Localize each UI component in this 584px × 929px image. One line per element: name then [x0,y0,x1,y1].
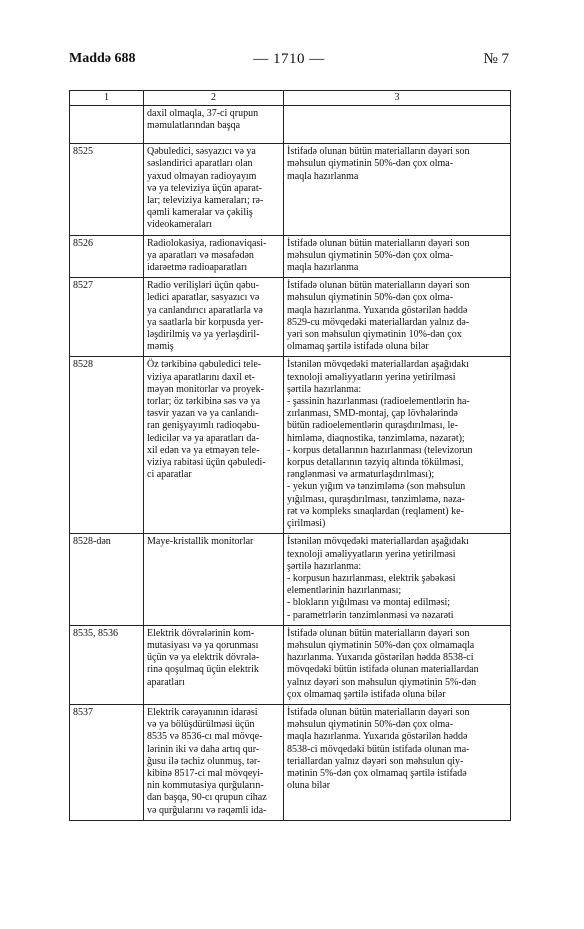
article-label: Maddə 688 [69,51,136,66]
description-cell: Maye-kristallik monitorlar [144,534,284,625]
table-row [70,106,511,144]
page-header [69,51,509,71]
hs-code-cell: 8525 [70,144,144,235]
table-row [70,704,511,820]
hs-code-cell: 8528-dən [70,534,144,625]
hs-code-cell [70,106,144,144]
condition-cell: İstifadə olunan bütün materialların dəyəri son məhsulun qiymətinin 50%-dən çox olmamaqla hazırlanma. Yuxarıda göstərilən həddə 8538-ci mövqedəki bütün istifadə olunan materiallardan yalnız dəyəri son məhsulun qiymətinin 5%-dən çox olmamaq şərtilə istifadə oluna bilər [284,625,511,704]
description-cell: Elektrik cərəyanının idarəsi və ya bölüşdürülməsi üçün 8535 və 8536-cı mal mövqe- lərinin iki və daha artıq qur- ğusu ilə təchiz olunmuş, tər- kibinə 8517-ci mal mövqeyi- nin kommutasiya qurğuların- dan başqa, 90-cı qrupun cihaz və qurğularını və rəqəmli ida- [144,704,284,820]
condition-cell: İstənilən mövqedəki materiallardan aşağıdakı texnoloji əməliyyatların yerinə yetirilməsi şərtilə hazırlanma: - şassinin hazırlanması (radioelementlərin ha- zırlanması, SMD-montaj, çap lövhələrində bütün radioelementlərin quraşdırılması, le- himləmə, diaqnostika, tənzimləmə, nəzarət); - korpus detallarının hazırlanması (televizorun korpus detallarının təzyiq altında tökülməsi, rənglənməsi və armaturlaşdırılması); - yekun yığım və tənzimləmə (son məhsulun yığılması, quraşdırılması, tənzimləmə, nəza- rət və kompleks sınaqlardan (reqlament) ke- çirilməsi) [284,357,511,534]
table-row [70,235,511,278]
page-number: — 1710 — [253,51,325,67]
hs-code-cell: 8537 [70,704,144,820]
condition-cell: İstifadə olunan bütün materialların dəyəri son məhsulun qiymətinin 50%-dən çox olma- maqla hazırlanma. Yuxarıda göstərilən həddə 8538-ci mövqedəki bütün istifadə olunan ma- teriallardan yalnız dəyəri son məhsulun qiy- mətinin 5%-dən çox olmamaq şərtilə istifadə oluna bilər [284,704,511,820]
column-header: 2 [144,91,284,106]
hs-code-cell: 8526 [70,235,144,278]
description-cell: Öz tərkibinə qəbuledici tele- viziya aparatlarını daxil et- məyən monitorlar və proyek- torlar; öz tərkibinə səs və ya təsvir yazan və ya canlandı- ran genişyayımlı radioqəbu- ledicilər və ya aparatları da- xil edən və ya etməyən tele- viziya rabitəsi üçün qəbuledi- ci aparatlar [144,357,284,534]
description-cell: Elektrik dövrələrinin kom- mutasiyası və ya qorunması üçün və ya elektrik dövrələ- rinə qoşulmaq üçün elektrik aparatları [144,625,284,704]
condition-cell: İstifadə olunan bütün materialların dəyəri son məhsulun qiymətinin 50%-dən çox olma- maqla hazırlanma [284,144,511,235]
condition-cell: İstifadə olunan bütün materialların dəyəri son məhsulun qiymətinin 50%-dən çox olma- maqla hazırlanma [284,235,511,278]
description-cell: Qəbuledici, səsyazıcı və ya səsləndirici aparatları olan yaxud olmayan radioyayım və ya televiziya üçün aparat- lar; televiziya kameraları; rə- qəmli kameralar və çəkiliş videokameraları [144,144,284,235]
issue-number: № 7 [483,51,509,67]
column-header: 1 [70,91,144,106]
table-row [70,357,511,534]
hs-code-cell: 8528 [70,357,144,534]
description-cell: Radiolokasiya, radionaviqasi- ya aparatları və məsafədən idarəetmə radioaparatları [144,235,284,278]
condition-cell [284,106,511,144]
hs-code-cell: 8527 [70,278,144,357]
table-row [70,144,511,235]
table-row [70,278,511,357]
table-row [70,625,511,704]
column-header: 3 [284,91,511,106]
condition-cell: İstənilən mövqedəki materiallardan aşağıdakı texnoloji əməliyyatların yerinə yetirilməsi şərtilə hazırlanma: - korpusun hazırlanması, elektrik şəbəkəsi elementlərinin hazırlanması; - blokların yığılması və montaj edilməsi; - parametrlərin tənzimlənməsi və nəzarəti [284,534,511,625]
table-header-row [70,91,511,106]
condition-cell: İstifadə olunan bütün materialların dəyəri son məhsulun qiymətinin 50%-dən çox olma- maqla hazırlanma. Yuxarıda göstərilən həddə 8529-cu mövqedəki materiallardan yalnız də- yəri son məhsulun qiymətinin 10%-dən çox olmamaq şərtilə istifadə oluna bilər [284,278,511,357]
hs-code-cell: 8535, 8536 [70,625,144,704]
tariff-table [69,90,511,821]
description-cell: daxil olmaqla, 37-ci qrupun məmulatlarından başqa [144,106,284,144]
table-row [70,534,511,625]
description-cell: Radio verilişləri üçün qəbu- ledici aparatlar, səsyazıcı və ya canlandırıcı aparatlarla və ya saatlarla bir korpusda yer- ləşdirilmiş və ya yerləşdiril- məmiş [144,278,284,357]
